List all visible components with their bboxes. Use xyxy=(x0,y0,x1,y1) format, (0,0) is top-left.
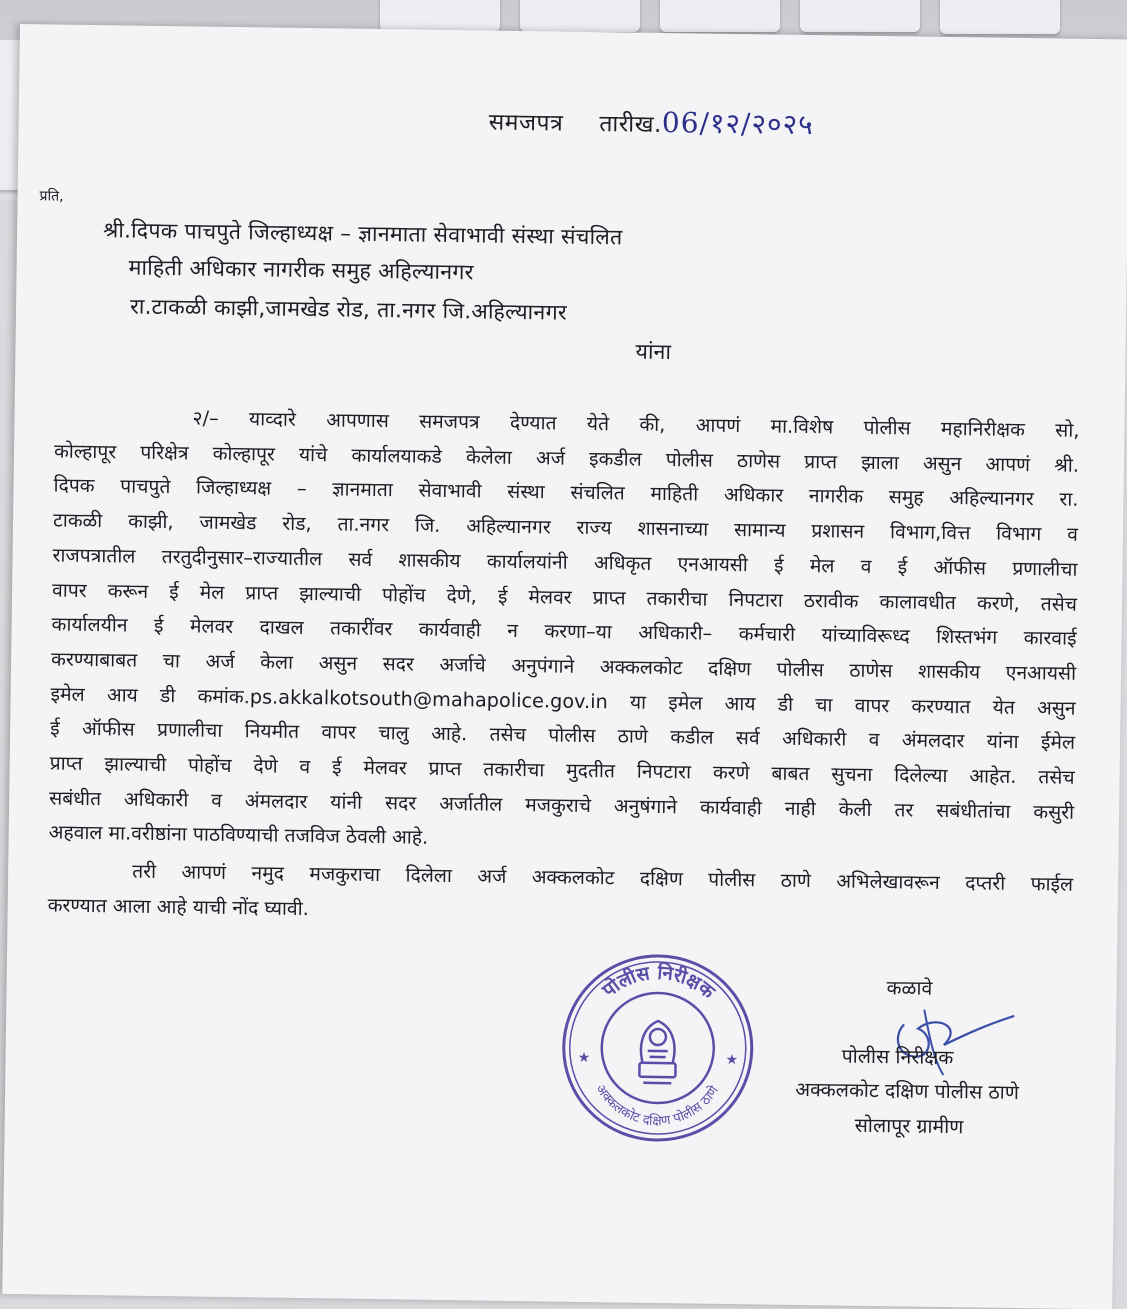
paragraph-line: टाकळी काझी, जामखेड रोड, ता.नगर जि. अहिल्यानगर राज्य शासनाच्या सामान्य प्रशासन विभाग,वित्त विभाग व xyxy=(52,508,1079,546)
star-icon: ★ xyxy=(577,1049,591,1067)
paragraph-line: करण्याबाबत चा अर्ज केला असुन सदर अर्जाचे अनुपंगाने अक्कलकोट दक्षिण पोलीस ठाणेस शासकीय एनआयसी xyxy=(50,647,1077,685)
date-value: 06/१२/२०२५ xyxy=(661,105,814,142)
stamp-text-top: पोलीस निरीक्षक xyxy=(598,961,719,1004)
address-line-2: माहिती अधिकार नागरीक समुह अहिल्यानगर xyxy=(128,255,474,286)
address-line-1: श्री.दिपक पाचपुते जिल्हाध्यक्ष – ज्ञानमाता सेवाभावी संस्था संचलित xyxy=(102,218,623,251)
paragraph-line: ई ऑफीस प्रणालीचा नियमीत वापर चालु आहे. तसेच पोलीस ठाणे कडील सर्व अधिकारी व अंमलदार यांना ईमेल xyxy=(50,716,1076,755)
sign-district: सोलापूर ग्रामीण xyxy=(854,1113,964,1139)
paragraph-line: कार्यालयीन ई मेलवर दाखल तकारींवर कार्यवाही न करणा–या अधिकारी– कर्मचारी यांच्याविरूध्द शिस्तभंग कारवाई xyxy=(51,612,1077,651)
address-line-3: रा.टाकळी काझी,जामखेड रोड, ता.नगर जि.अहिल्यानगर xyxy=(129,294,568,326)
paragraph-line: वापर करून ई मेल प्राप्त झाल्याची पोहोंच देणे, ई मेलवर प्राप्त तकारीचा निपटारा ठरावीक कालावधीत करणे, तसेच xyxy=(51,578,1078,616)
paragraph-line: करण्यात आला आहे याची नोंद घ्यावी. xyxy=(47,893,309,920)
paragraph-line: दिपक पाचपुते जिल्हाध्यक्ष – ज्ञानमाता सेवाभावी संस्था संचलित माहिती अधिकार नागरीक समुह अहिल्यानगर रा. xyxy=(53,473,1079,512)
keyboard-key xyxy=(520,0,640,32)
keyboard-key xyxy=(800,0,920,32)
sign-station: अक्कलकोट दक्षिण पोलीस ठाणे xyxy=(795,1077,1020,1105)
addressee-yana: यांना xyxy=(635,339,672,366)
star-icon: ★ xyxy=(725,1051,739,1069)
paragraph-line: राजपत्रातील तरतुदीनुसार–राज्यातील सर्व शासकीय कार्यालयांनी अधिकृत एनआयसी ई मेल व ई ऑफीस प्रणालीचा xyxy=(52,543,1078,581)
paragraph-line: अहवाल मा.वरीष्ठांना पाठविण्याची तजविज ठेवली आहे. xyxy=(48,820,429,850)
letter-page xyxy=(2,24,1127,1309)
keyboard-key xyxy=(660,0,780,32)
police-stamp xyxy=(556,950,759,1148)
salutation-prati: प्रति, xyxy=(39,188,64,205)
handwritten-signature xyxy=(873,994,1024,1086)
body-paragraph-1 xyxy=(48,400,1079,865)
stamp-text-bottom: अक्कलकोट दक्षिण पोलीस ठाणे xyxy=(592,1082,723,1130)
sign-designation: पोलीस निरीक्षक xyxy=(841,1044,954,1070)
paragraph-line: सबंधीत अधिकारी व अंमलदार यांनी सदर अर्जातील मजकुराचे अनुषंगाने कार्यवाही नाही केली तर सबंधीतांचा कसुरी xyxy=(49,786,1075,824)
sign-kalave: कळावे xyxy=(886,976,933,1000)
body-paragraph-2 xyxy=(47,853,1073,937)
paragraph-line: प्राप्त झाल्याची पोहोंच देणे व ई मेलवर प्राप्त तकारीचा मुदतीत निपटारा करणे बाबत सुचना दिलेल्या आहेत. तसेच xyxy=(49,751,1075,789)
heading-label: समजपत्र xyxy=(488,109,564,137)
paragraph-line: कोल्हापूर परिक्षेत्र कोल्हापूर यांचे कार्यालयाकडे केलेला अर्ज इकडील पोलीस ठाणेस प्राप्त झाला असुन आपणं श्री. xyxy=(53,439,1080,477)
paragraph-line: इमेल आय डी कमांक.ps.akkalkotsouth@mahapolice.gov.in या इमेल आय डी चा वापर करण्यात येत असुन xyxy=(50,682,1076,720)
paragraph-line: तरी आपणं नमुद मजकुराचा दिलेला अर्ज अक्कलकोट दक्षिण पोलीस ठाणे अभिलेखावरून दप्तरी फाईल xyxy=(132,859,1074,896)
keyboard-key xyxy=(940,0,1060,34)
letter-heading xyxy=(488,101,814,144)
emblem-icon xyxy=(639,1021,676,1083)
keyboard-key xyxy=(380,0,500,32)
paragraph-line: २/– याव्दारे आपणास समजपत्र देण्यात येते की, आपणं मा.विशेष पोलीस महानिरीक्षक सो, xyxy=(192,406,1080,442)
date-label: तारीख. xyxy=(599,111,663,138)
